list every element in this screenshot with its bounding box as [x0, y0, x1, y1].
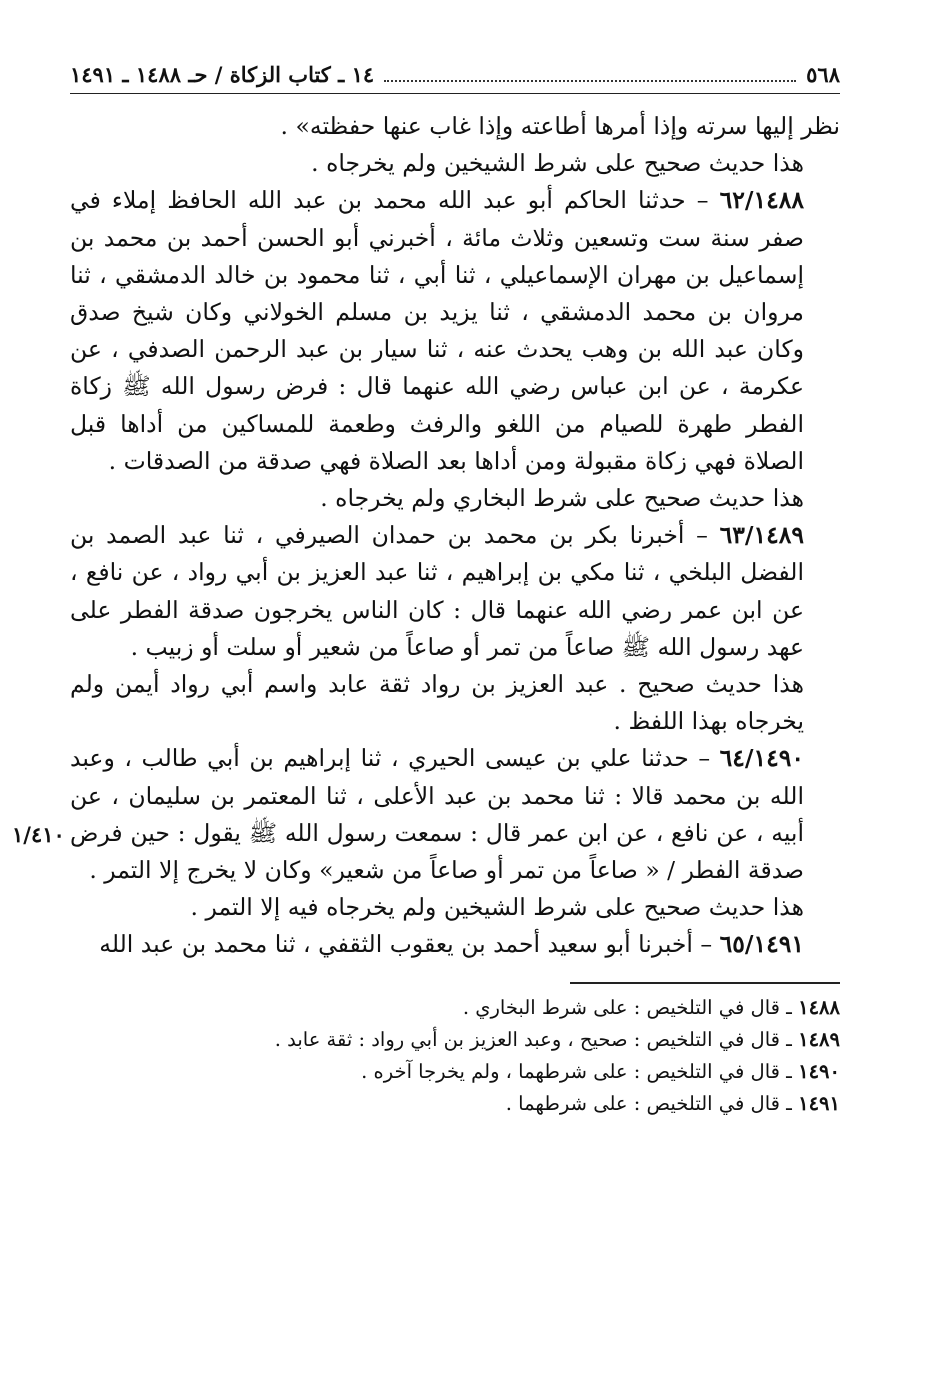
footnote-text: ـ قال في التلخيص : على شرطهما ، ولم يخرجا آخره .: [361, 1059, 792, 1083]
hadith-text: – حدثنا الحاكم أبو عبد الله محمد بن عبد الله الحافظ إملاء في صفر سنة ست وتسعين وثلاث مائة ، أخبرني أبو الحسن أحمد بن محمد بن إسماعيل بن مهران الإسماعيلي ، ثنا أبي ، ثنا محمود بن خالد الدمشقي ، ثنا مروان بن محمد الدمشقي ، ثنا يزيد بن مسلم الخولاني وكان شيخ صدق وكان عبد الله بن وهب يحدث عنه ، ثنا سيار بن عبد الرحمن الصدفي ، عن عكرمة ، عن ابن عباس رضي الله عنهما قال : فرض رسول الله ﷺ زكاة الفطر طهرة للصيام من اللغو والرفث وطعمة للمساكين من أداها قبل الصلاة فهي زكاة مقبولة ومن أداها بعد الصلاة فهي صدقة من الصدقات .: [70, 186, 804, 475]
footnotes: [70, 992, 840, 1120]
verdict: هذا حديث صحيح على شرط البخاري ولم يخرجاه .: [320, 484, 804, 513]
hadith-number: ٦٢/١٤٨٨: [719, 186, 804, 215]
footnote-separator: [570, 982, 840, 984]
verdict: هذا حديث صحيح . عبد العزيز بن رواد ثقة عابد واسم أبي رواد أيمن ولم يخرجاه بهذا اللفظ .: [70, 670, 804, 736]
hadith-text: – حدثنا علي بن عيسى الحيري ، ثنا إبراهيم بن أبي طالب ، وعبد الله بن محمد قالا : ثنا محمد بن عبد الأعلى ، ثنا المعتمر بن سليمان ، عن أبيه ، عن نافع ، عن ابن عمر قال : سمعت رسول الله ﷺ يقول : حين فرض صدقة الفطر / « صاعاً من تمر أو صاعاً من شعير» وكان لا يخرج إلا التمر .: [70, 744, 804, 885]
footnote-text: ـ قال في التلخيص : صحيح ، وعبد العزيز بن أبي رواد : ثقة عابد .: [274, 1027, 792, 1051]
footnote: [70, 992, 840, 1024]
footnote-number: ١٤٨٩: [798, 1027, 840, 1051]
hadith-text: – أخبرنا بكر بن محمد بن حمدان الصيرفي ، ثنا عبد الصمد بن الفضل البلخي ، ثنا مكي بن إبراهيم ، ثنا عبد العزيز بن أبي رواد ، عن نافع ، عن ابن عمر رضي الله عنهما قال : كان الناس يخرجون صدقة الفطر على عهد رسول الله ﷺ صاعاً من تمر أو صاعاً من شعير أو سلت أو زبيب .: [70, 521, 804, 661]
header-title: ١٤ ـ كتاب الزكاة / حـ ١٤٨٨ ـ ١٤٩١: [70, 62, 375, 87]
hadith-number: ٦٣/١٤٨٩: [719, 521, 804, 550]
footnote-number: ١٤٩١: [798, 1091, 840, 1115]
verdict: هذا حديث صحيح على شرط الشيخين ولم يخرجاه .: [311, 149, 804, 178]
footnote: [70, 1088, 840, 1120]
page-number: ٥٦٨: [806, 62, 840, 87]
hadith-1488: [70, 182, 840, 480]
paragraph-continuation: نظر إليها سرته وإذا أمرها أطاعته وإذا غاب عنها حفظته» .: [280, 112, 840, 140]
hadith-1490: [12, 740, 840, 889]
running-header: [70, 62, 840, 94]
footnote-text: ـ قال في التلخيص : على شرطهما .: [505, 1091, 792, 1115]
footnote: [70, 1056, 840, 1088]
footnote: [70, 1024, 840, 1056]
page: [12, 62, 840, 1120]
hadith-number: ٦٤/١٤٩٠: [719, 744, 804, 773]
footnote-number: ١٤٩٠: [798, 1059, 840, 1083]
hadith-1491: [70, 926, 840, 963]
footnote-number: ١٤٨٨: [798, 995, 840, 1019]
verdict: هذا حديث صحيح على شرط الشيخين ولم يخرجاه فيه إلا التمر .: [190, 893, 804, 922]
header-leader-dots: [384, 68, 796, 82]
hadith-text: – أخبرنا أبو سعيد أحمد بن يعقوب الثقفي ، ثنا محمد بن عبد الله: [99, 930, 713, 959]
hadith-number: ٦٥/١٤٩١: [719, 930, 804, 959]
hadith-1489: [70, 517, 840, 666]
main-text: [12, 108, 840, 964]
margin-page-reference: ١/٤١٠: [12, 822, 65, 848]
footnote-text: ـ قال في التلخيص : على شرط البخاري .: [462, 995, 792, 1019]
